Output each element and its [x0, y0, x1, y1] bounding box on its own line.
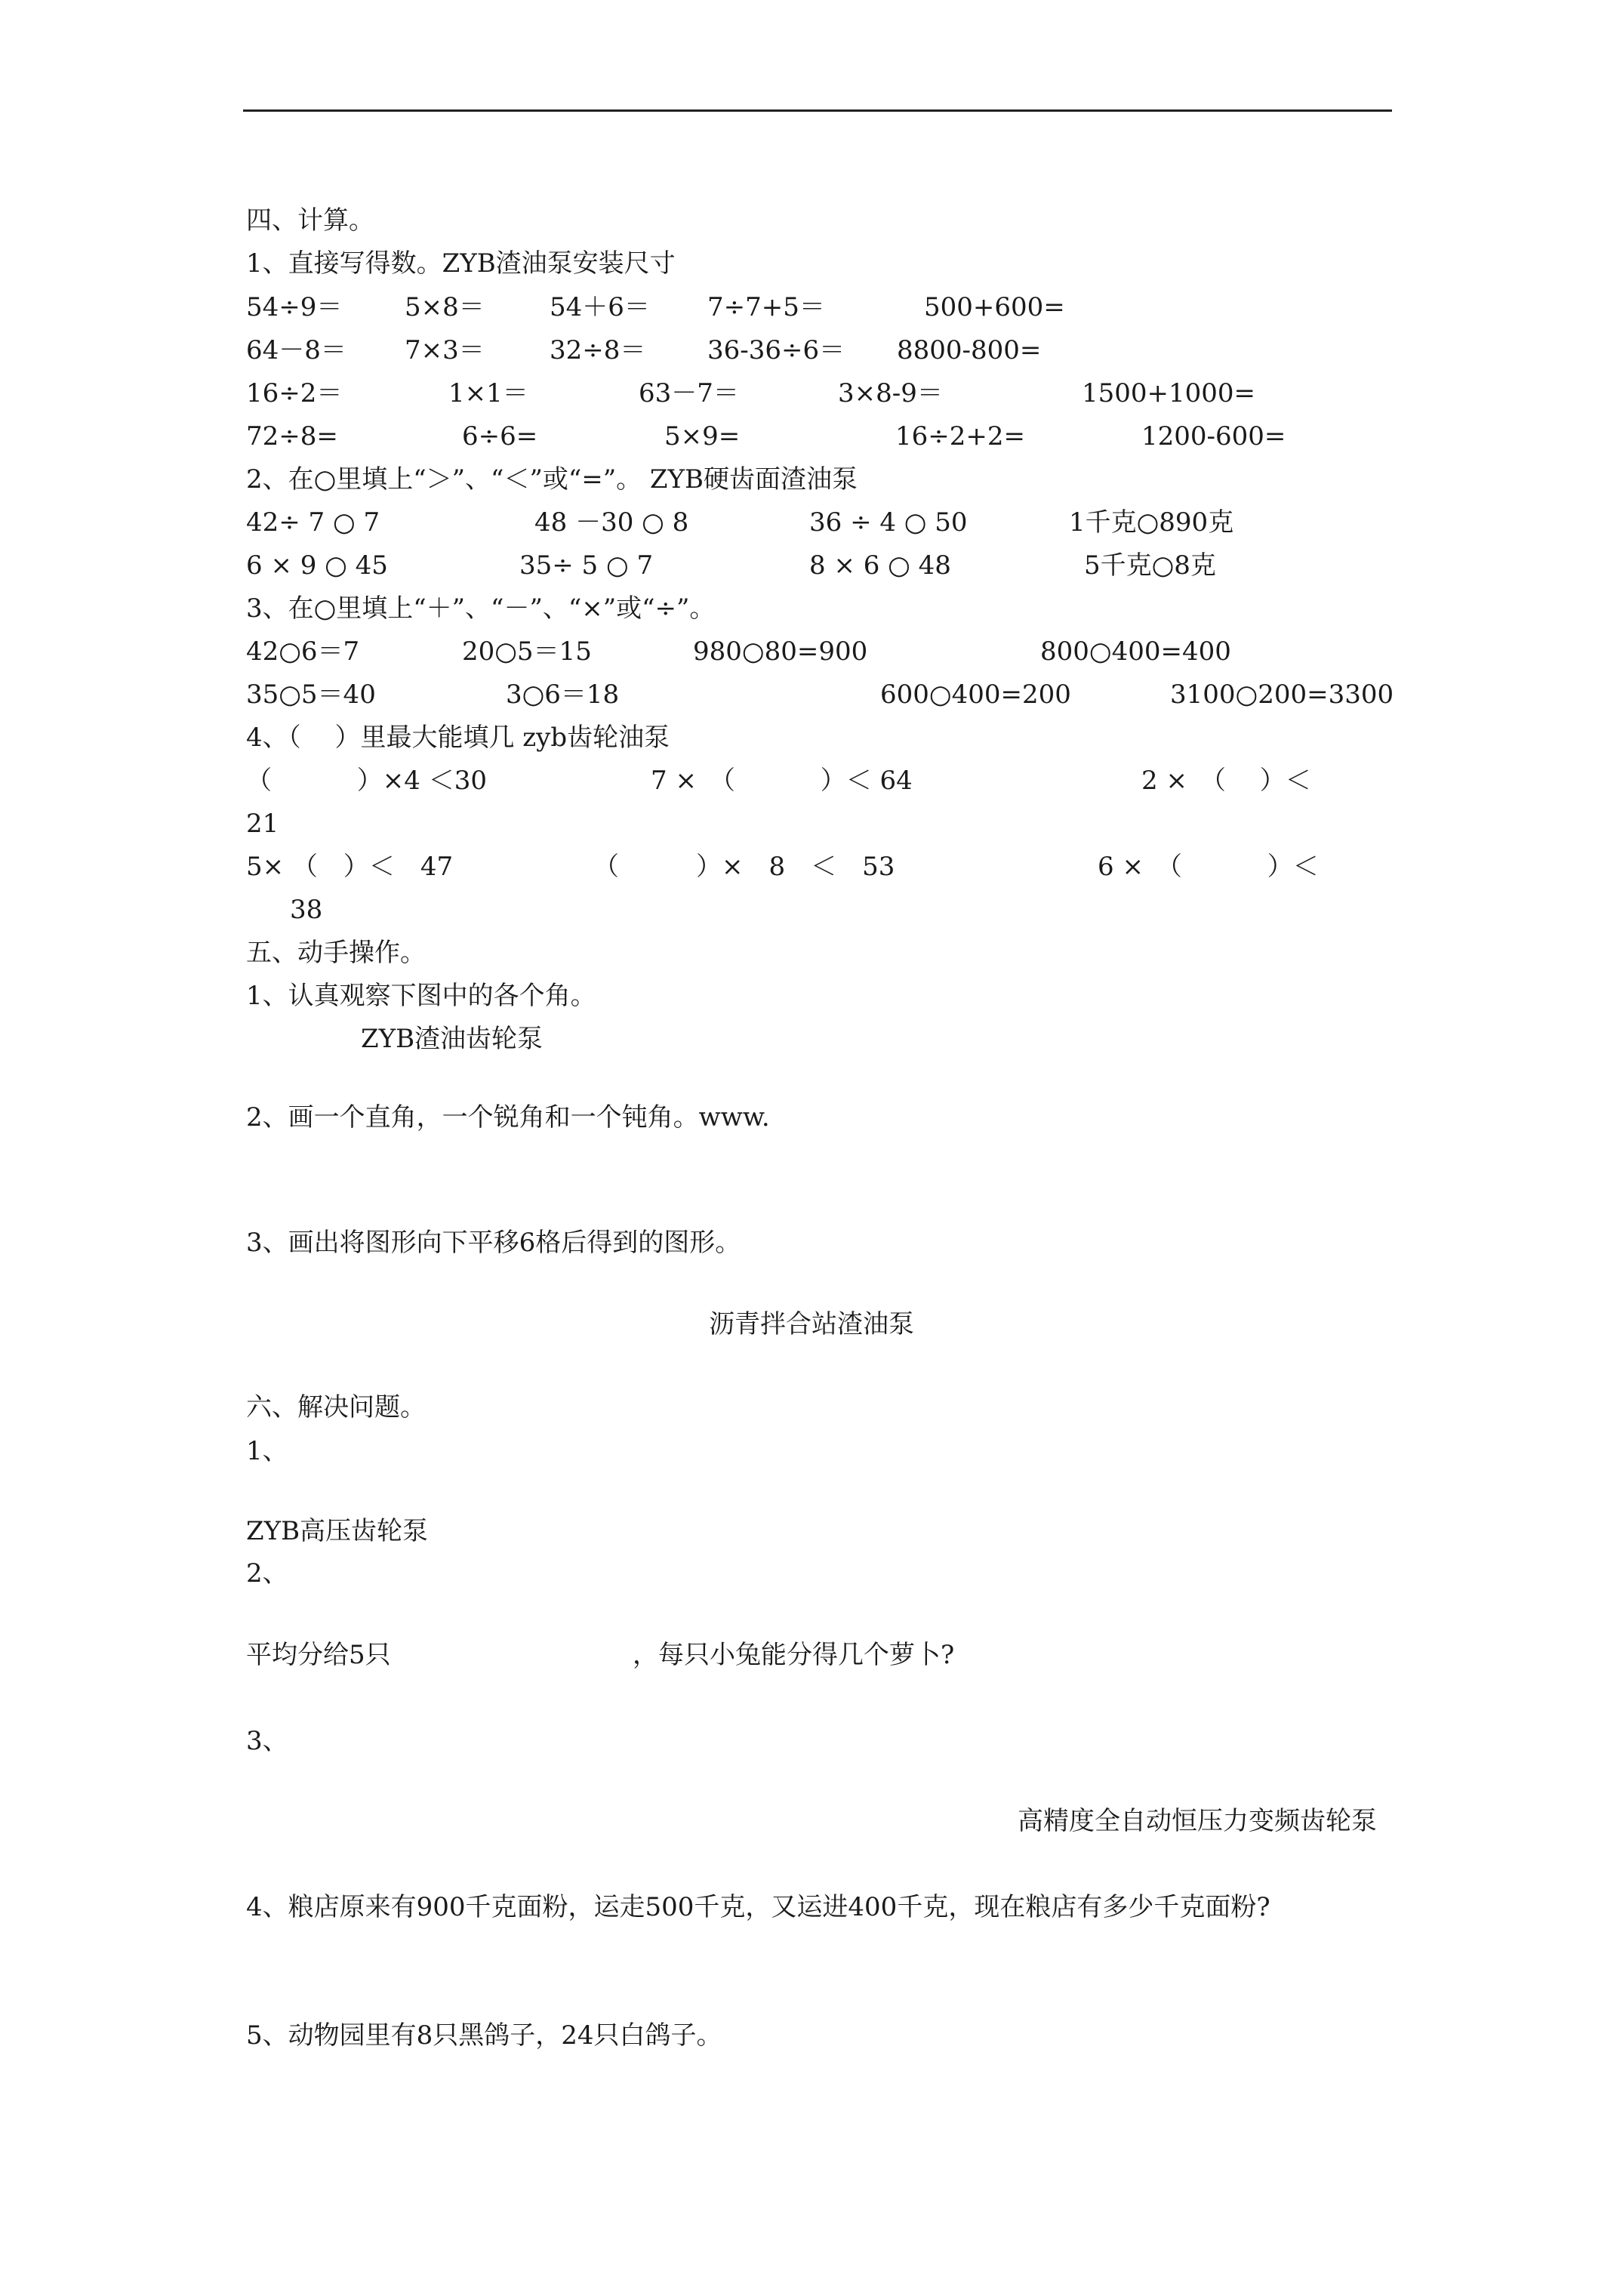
q1-title: 1、直接写得数。ZYB渣油泵安装尺寸	[246, 248, 676, 279]
q1-r4-c1: 72÷8=	[246, 421, 338, 451]
q3-r1-c4: 800○400=400	[1040, 636, 1231, 667]
s6-q4: 4、粮店原来有900千克面粉，运走500千克，又运进400千克，现在粮店有多少千克面粉?	[246, 1892, 1270, 1922]
q1-r3-c2: 1×1＝	[448, 378, 528, 408]
q4-r1-c2: 7 × （ ）＜ 64	[651, 766, 913, 796]
q3-r2-c1: 35○5＝40	[246, 680, 376, 710]
q1-r4-c2: 6÷6=	[462, 421, 538, 451]
section-5-heading: 五、动手操作。	[246, 938, 426, 968]
s6-q1: 1、	[246, 1436, 288, 1466]
q1-r1-c4: 7÷7+5＝	[707, 292, 825, 322]
s6-q3: 3、	[246, 1726, 288, 1756]
s6-q3-caption: 高精度全自动恒压力变频齿轮泵	[1018, 1806, 1377, 1836]
q3-title: 3、在○里填上“＋”、“－”、“×”或“÷”。	[246, 593, 716, 624]
q1-r3-c1: 16÷2＝	[246, 378, 343, 408]
q4-title: 4、（ ）里最大能填几 zyb齿轮油泵	[246, 723, 670, 753]
q2-r2-c4: 5千克○8克	[1084, 550, 1216, 581]
q2-r1-c1: 42÷ 7 ○ 7	[246, 507, 380, 538]
q1-r1-c5: 500+600=	[924, 292, 1065, 322]
s6-q2-text-b: ，每只小兔能分得几个萝卜?	[633, 1640, 955, 1670]
q1-r3-c5: 1500+1000=	[1082, 378, 1256, 408]
q2-r1-c2: 48 －30 ○ 8	[534, 507, 689, 538]
q1-r2-c3: 32÷8＝	[550, 335, 646, 365]
s5-q1: 1、认真观察下图中的各个角。	[246, 981, 596, 1011]
s5-q1-caption: ZYB渣油齿轮泵	[361, 1024, 544, 1054]
q2-r2-c1: 6 × 9 ○ 45	[246, 550, 388, 581]
q1-r3-c3: 63－7＝	[639, 378, 739, 408]
q1-r2-c4: 36-36÷6＝	[707, 335, 845, 365]
s6-q2: 2、	[246, 1558, 288, 1589]
q3-r2-c2: 3○6＝18	[506, 680, 620, 710]
q2-r1-c4: 1千克○890克	[1069, 507, 1234, 538]
q4-r2-c1: 5× （ ）＜ 47	[246, 852, 454, 882]
q4-r2-c2: （ ）× 8 ＜ 53	[593, 852, 895, 882]
q3-r2-c4: 3100○200=3300	[1170, 680, 1394, 710]
q1-r4-c4: 16÷2+2=	[895, 421, 1025, 451]
s6-q2-text-a: 平均分给5只	[246, 1640, 391, 1670]
q3-r1-c3: 980○80=900	[693, 636, 868, 667]
section-6-heading: 六、解决问题。	[246, 1392, 426, 1422]
q3-r1-c2: 20○5＝15	[462, 636, 592, 667]
q2-r2-c3: 8 × 6 ○ 48	[809, 550, 951, 581]
q1-r2-c1: 64－8＝	[246, 335, 346, 365]
q1-r2-c2: 7×3＝	[405, 335, 485, 365]
s5-q3: 3、画出将图形向下平移6格后得到的图形。	[246, 1228, 741, 1258]
q3-r1-c1: 42○6＝7	[246, 636, 360, 667]
q1-r1-c2: 5×8＝	[405, 292, 485, 322]
q1-r4-c5: 1200-600=	[1141, 421, 1286, 451]
q1-r2-c5: 8800-800=	[897, 335, 1042, 365]
q2-title: 2、在○里填上“＞”、“＜”或“=”。 ZYB硬齿面渣油泵	[246, 464, 858, 495]
header-rule	[243, 109, 1392, 112]
q4-r2-c3: 6 × （ ）＜	[1098, 852, 1319, 882]
q4-r1-c3: 2 × （ ）＜	[1141, 766, 1311, 796]
q1-r1-c1: 54÷9＝	[246, 292, 343, 322]
q3-r2-c3: 600○400=200	[880, 680, 1071, 710]
s5-q2: 2、画一个直角，一个锐角和一个钝角。www.	[246, 1102, 770, 1133]
s6-q5: 5、动物园里有8只黑鸽子，24只白鸽子。	[246, 2020, 722, 2051]
q1-r1-c3: 54＋6＝	[550, 292, 650, 322]
q1-r4-c3: 5×9=	[664, 421, 741, 451]
q2-r2-c2: 35÷ 5 ○ 7	[519, 550, 654, 581]
section-4-heading: 四、计算。	[246, 205, 374, 236]
q1-r3-c4: 3×8-9＝	[838, 378, 943, 408]
q4-r2-wrap: 38	[290, 895, 323, 925]
q4-r1-c1: （ ）×4 ＜30	[246, 766, 487, 796]
s6-q1-caption: ZYB高压齿轮泵	[246, 1516, 429, 1546]
s5-q3-caption: 沥青拌合站渣油泵	[709, 1309, 914, 1339]
q4-r1-wrap: 21	[246, 809, 279, 839]
q2-r1-c3: 36 ÷ 4 ○ 50	[809, 507, 968, 538]
